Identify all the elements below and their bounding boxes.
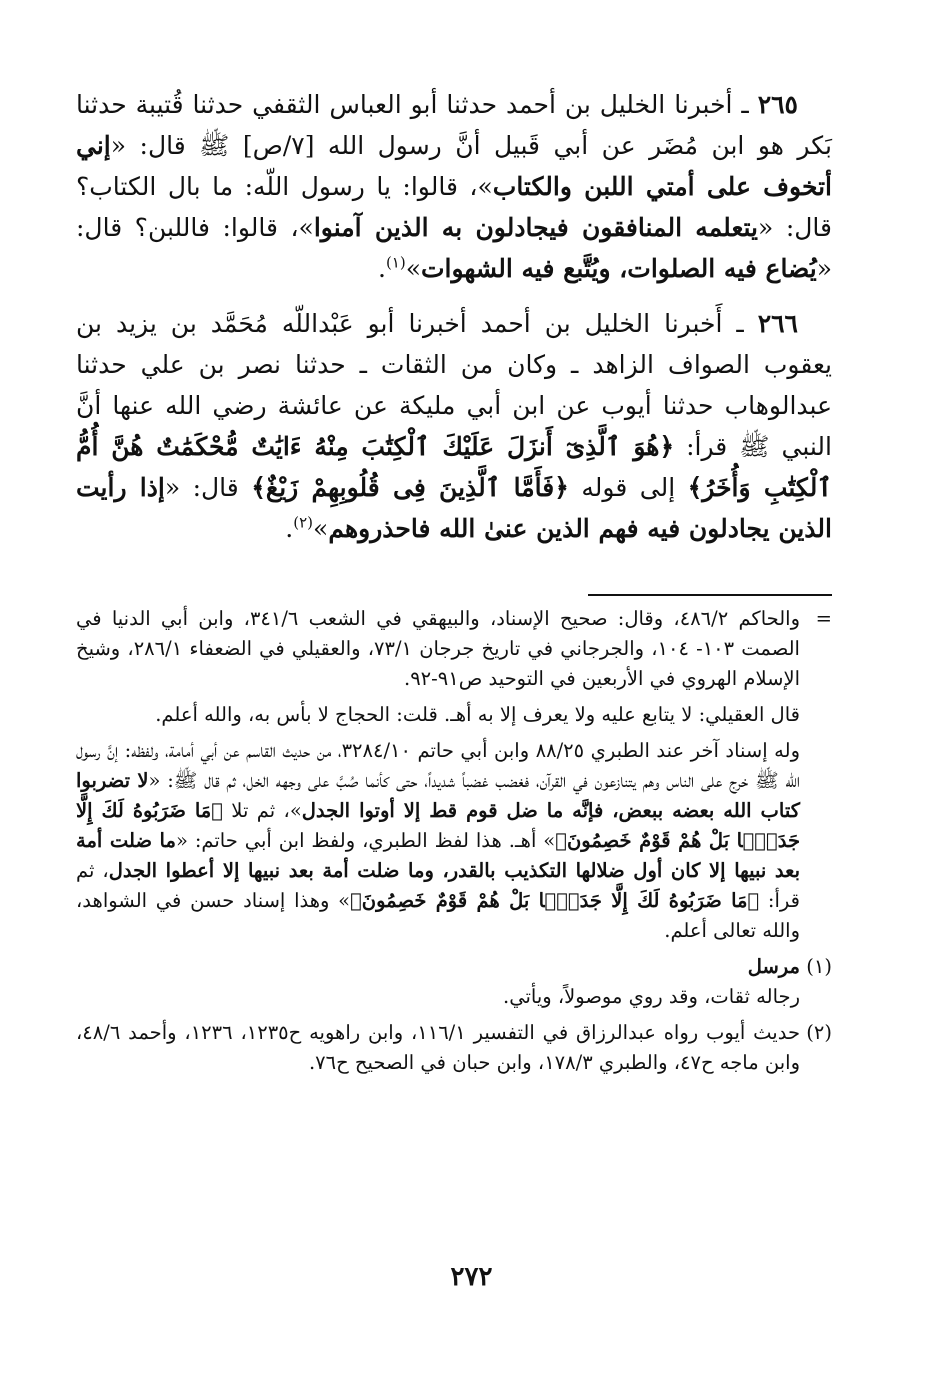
- quran-verse: ﴿مَا ضَرَبُوهُ لَكَ إِلَّا جَدَلًۢا بَلْ هُمْ قَوْمٌ خَصِمُونَ﴾: [350, 889, 760, 912]
- footnote-marker: (٢): [806, 1021, 832, 1044]
- continuation-marker: =: [815, 607, 832, 630]
- hadith-text: »: [405, 254, 422, 283]
- footnote-text: رجاله ثقات، وقد روي موصولاً، ويأتي.: [503, 985, 800, 1008]
- footnote-title: مرسل: [747, 955, 800, 978]
- hadith-text: ـ أخبرنا الخليل بن أحمد حدثنا أبو العباس الثقفي حدثنا قُتيبة حدثنا بَكر هو ابن مُضَر عن أبي قَبيل أنَّ رسول الله [٧/ص] ﷺ قال: «: [76, 90, 832, 160]
- footnote-separator: [588, 594, 832, 596]
- hadith-quote: إذا رأيت الذين يجادلون فيه فهم الذين عنىٰ الله فاحذروهم: [76, 473, 832, 543]
- hadith-quote: يتعلمه المنافقون فيجادلون به الذين آمنوا: [313, 213, 759, 242]
- footnote-text: »، ثم تلا: [222, 799, 302, 822]
- hadith-text: »: [313, 514, 329, 543]
- footnote-text: وله إسناد آخر عند الطبري ٨٨/٢٥ وابن أبي حاتم ٣٢٨٤/١٠، من حديث القاسم عن أبي أمامة، ولفظه: إنَّ رسول اللّه ﷺ خرج على الناس وهم يتنازعون في القرآن، فغضب غضباً شديداً، حتى كأنما صُبَّ على وجهه الخل، ثم قال ﷺ: «: [76, 739, 800, 792]
- footnote-text: قال العقيلي: لا يتابع عليه ولا يعرف إلا به أهـ. قلت: الحجاج لا بأس به، والله أعلم.: [155, 703, 800, 726]
- footnote-text: » أهـ. هذا لفظ الطبري، ولفظ ابن أبي حاتم: «: [175, 829, 556, 852]
- hadith-quote: إني أتخوف على أمتي اللبن والكتاب: [76, 131, 832, 201]
- hadith-text: .: [285, 514, 294, 543]
- footnote-quote: ما ضلت أمة بعد نبيها إلا كان أول ضلالها التكذيب بالقدر، وما ضلت أمة بعد نبيها إلا أعطوا الجدل: [76, 829, 800, 882]
- hadith-265: [76, 84, 832, 289]
- footnote-text: والحاكم ٤٨٦/٢، وقال: صحيح الإسناد، والبيهقي في الشعب ٣٤١/٦، وابن أبي الدنيا في الصمت ١٠٣- ١٠٤، والجرجاني في تاريخ جرجان ٧٣/١، والعقيلي في الضعفاء ٢٨٦/١، وشيخ الإسلام الهروي في الأربعين في التوحيد ص٩١-٩٢.: [76, 607, 801, 690]
- hadith-text: قال: «: [164, 473, 252, 502]
- footnote-marker: (١): [806, 955, 832, 978]
- quran-verse: ﴿هُوَ ٱلَّذِىٓ أَنزَلَ عَلَيْكَ ٱلْكِتَٰبَ مِنْهُ ءَايَٰتٌ مُّحْكَمَٰتٌ هُنَّ أُمُّ ٱلْكِتَٰبِ وَأُخَرُ﴾: [76, 432, 832, 502]
- footnote-text: » وهذا إسناد حسن في الشواهد، والله تعالى أعلم.: [76, 889, 800, 942]
- hadith-text: »، قالوا: يا رسول اللّه: ما بال الكتاب؟ قال: «: [76, 172, 832, 242]
- main-text: [76, 84, 832, 563]
- footnote-continuation-1: [76, 604, 832, 694]
- footnote-ref[interactable]: (١): [385, 253, 406, 272]
- hadith-266: [76, 303, 832, 549]
- hadith-text: »، قالوا: فاللبن؟ قال: «: [76, 213, 832, 283]
- hadith-text: ـ أَخبرنا الخليل بن أحمد أخبرنا أبو عَبْداللّه مُحَمَّد بن يزيد بن يعقوب الصواف الزاهد ـ وكان من الثقات ـ حدثنا نصر بن علي حدثنا عبدالوهاب حدثنا أيوب عن ابن أبي مليكة عن عائشة رضي الله عنها أنَّ النبي ﷺ قرأ:: [76, 309, 832, 461]
- footnotes-section: [76, 604, 832, 1084]
- footnote-continuation-3: [76, 736, 832, 946]
- footnote-quote: لا تضربوا كتاب الله بعضه ببعض، فإنَّه ما ضل قوم قط إلا أوتوا الجدل: [76, 769, 800, 822]
- footnote-continuation-2: [76, 700, 832, 730]
- footnote-ref[interactable]: (٢): [293, 513, 314, 532]
- hadith-number: ٢٦٦: [757, 309, 798, 338]
- hadith-text: .: [377, 254, 386, 283]
- footnote-2: [76, 1018, 832, 1078]
- page-number: ٢٧٢: [450, 1262, 493, 1292]
- quran-verse: ﴿مَا ضَرَبُوهُ لَكَ إِلَّا جَدَلًۢا بَلْ هُمْ قَوْمٌ خَصِمُونَ﴾: [76, 799, 800, 852]
- hadith-text: إلى قوله: [568, 473, 688, 502]
- footnote-1: [76, 952, 832, 1012]
- footnote-text: ، ثم قرأ:: [76, 859, 800, 912]
- hadith-quote: يُضاع فيه الصلوات، ويُتَّبع فيه الشهوات: [421, 254, 817, 283]
- footnote-text: حديث أيوب رواه عبدالرزاق في التفسير ١١٦/١، وابن راهويه ح١٢٣٥، ١٢٣٦، وأحمد ٤٨/٦، وابن ماجه ح٤٧، والطبري ١٧٨/٣، وابن حبان في الصحيح ح٧٦.: [76, 1021, 800, 1074]
- quran-verse: ﴿فَأَمَّا ٱلَّذِينَ فِى قُلُوبِهِمْ زَيْغٌ﴾: [251, 473, 569, 502]
- hadith-number: ٢٦٥: [757, 90, 798, 119]
